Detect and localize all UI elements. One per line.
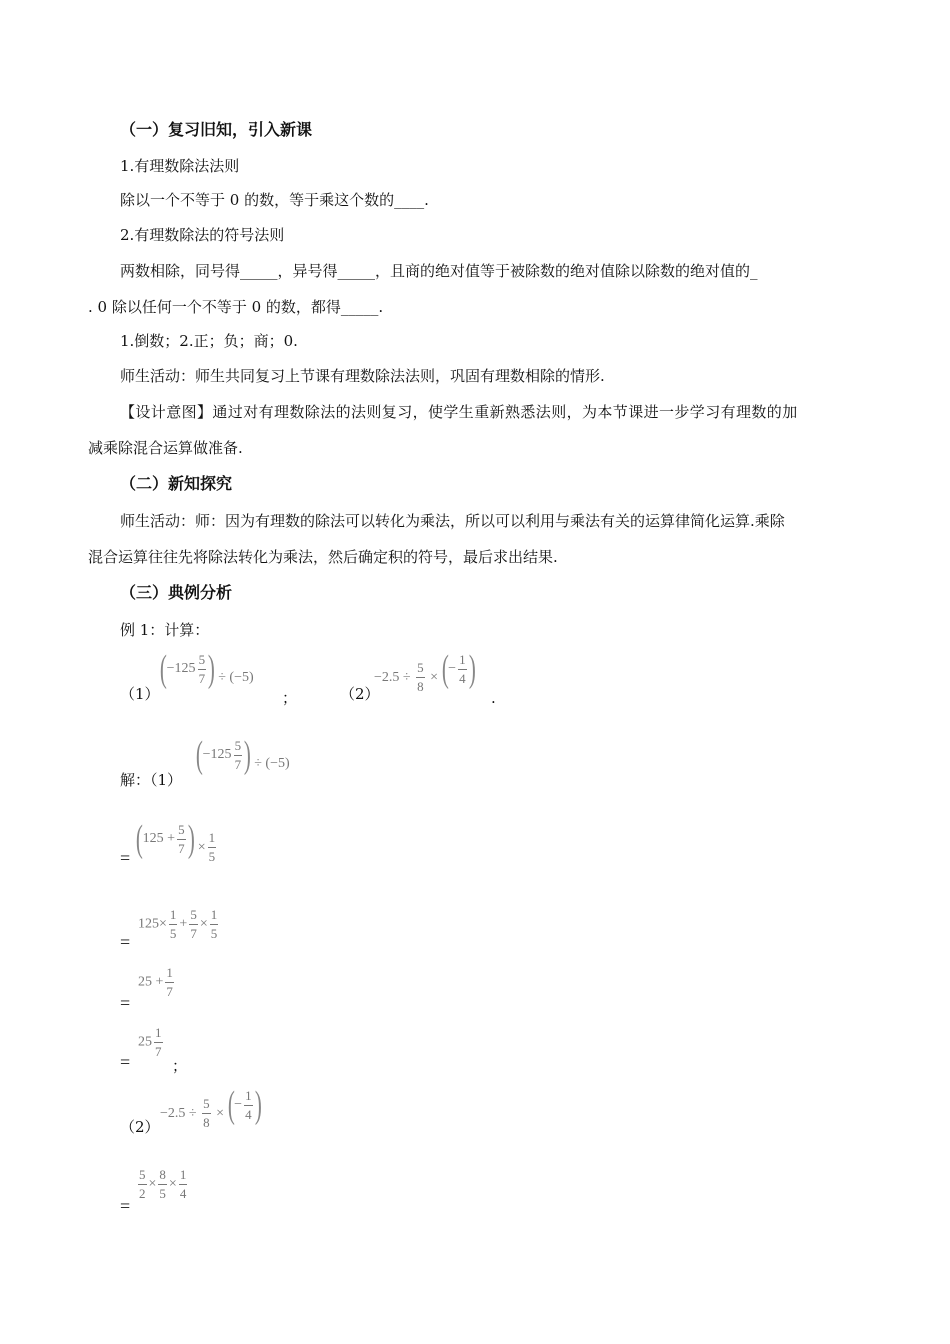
solution1-step0: ( −125 $\frac{5}{7}$ ) ÷ (−5) [195,734,290,776]
review-answer: 1.倒数；2.正；负；商；0. [120,332,298,350]
section2-line1: 师生活动：师：因为有理数的除法可以转化为乘法，所以可以利用与乘法有关的运算律简化运算.乘除 [120,512,785,530]
problem1-label: （1） [120,685,160,703]
equals-sign: = [120,848,131,868]
solution1-step2: 125× $\frac{1}{5}$ + $\frac{5}{7}$ × $\frac{1}{5}$ [138,907,218,941]
review-activity: 师生活动：师生共同复习上节课有理数除法法则，巩固有理数相除的情形. [120,367,605,385]
solution1-step1: ( 125 + $\frac{5}{7}$ ) × $\frac{1}{5}$ [135,818,216,865]
section2-line2: 混合运算往往先将除法转化为乘法，然后确定积的符号，最后求出结果. [88,548,558,566]
rule2-title: 2.有理数除法的符号法则 [120,226,285,244]
section1-title: （一）复习旧知，引入新课 [120,120,313,139]
solution2-step0: −2.5 ÷ $\frac{5}{8}$ × ( − $\frac{1}{4}$ ) [160,1084,262,1131]
solution2-label: （2） [120,1118,160,1136]
rule1-title: 1.有理数除法法则 [120,157,240,175]
design-intent-line1: 【设计意图】通过对有理数除法的法则复习，使学生重新熟悉法则，为本节课进一步学习有理数的加 [120,403,798,421]
rule2-line1: 两数相除，同号得_____，异号得_____，且商的绝对值等于被除数的绝对值除以除数的绝对值的_ [120,262,758,280]
example-label: 例 1：计算： [120,621,210,639]
problem2-end: . [491,689,496,707]
equals-sign: = [120,1052,131,1072]
equals-sign: = [120,993,131,1013]
section2-title: （二）新知探究 [120,474,233,493]
equals-sign: = [120,932,131,952]
rule2-line2: . 0 除以任何一个不等于 0 的数，都得_____. [88,298,384,316]
solution1-result: 25 $\frac{1}{7}$ [138,1025,162,1059]
design-intent-line2: 减乘除混合运算做准备. [88,439,243,457]
section3-title: （三）典例分析 [120,583,233,602]
solution2-step1: $\frac{5}{2}$ × $\frac{8}{5}$ × $\frac{1}{4}$ [139,1167,187,1201]
problem1-sep: ； [282,689,298,707]
solution1-step3: 25 + $\frac{1}{7}$ [138,965,173,999]
problem2-expression: −2.5 ÷ $\frac{5}{8}$ × ( − $\frac{1}{4}$ ) [374,648,476,695]
problem1-expression: ( −125 $\frac{5}{7}$ ) ÷ (−5) [159,648,254,690]
problem2-label: （2） [340,685,380,703]
equals-sign: = [120,1196,131,1216]
solution1-label: 解：（1） [120,771,183,789]
solution1-semi: ； [172,1057,188,1075]
rule1-text: 除以一个不等于 0 的数，等于乘这个数的____. [120,191,429,209]
